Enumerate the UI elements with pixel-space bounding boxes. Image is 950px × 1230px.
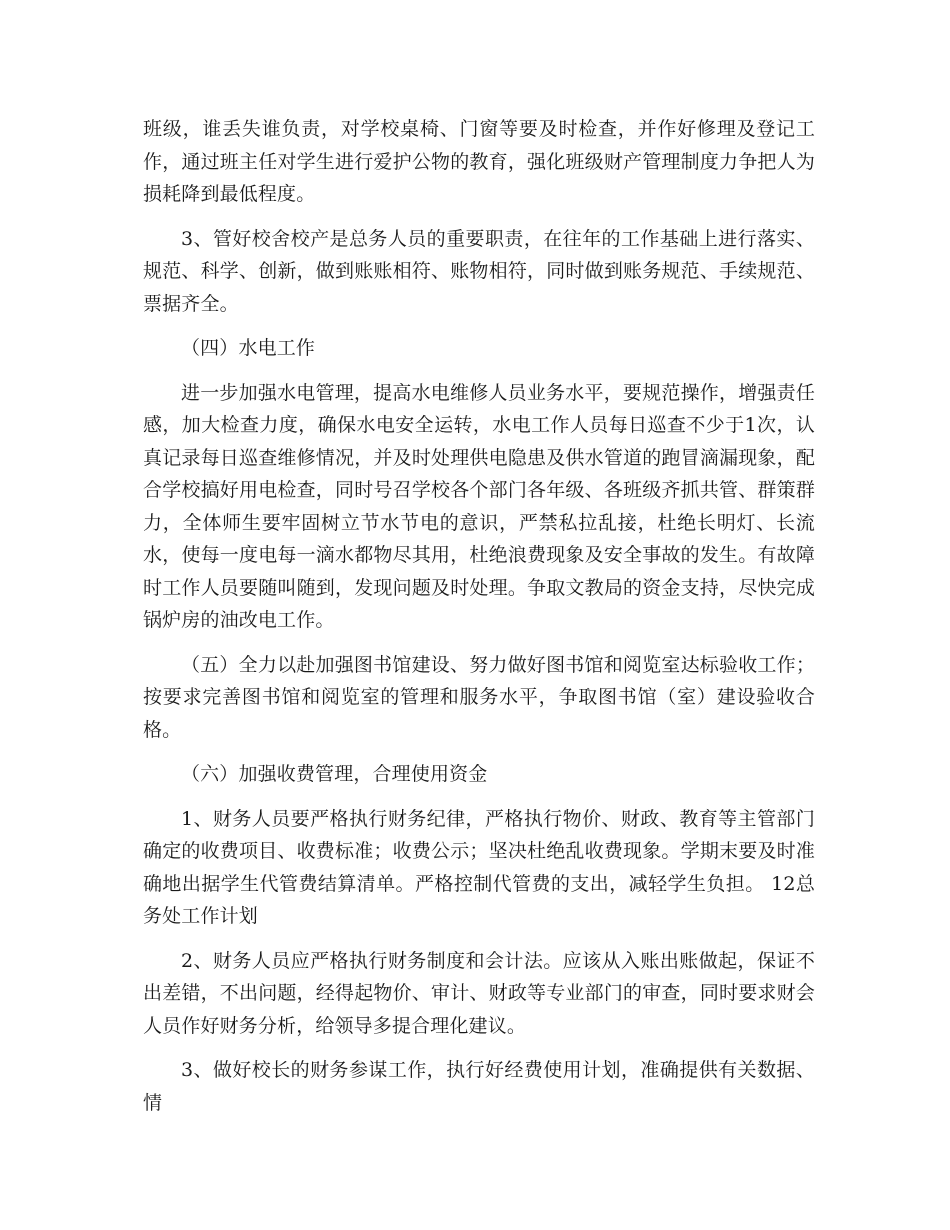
paragraph-finance-discipline: 1、财务人员要严格执行财务纪律，严格执行物价、财政、教育等主管部门确定的收费项目、收费标准；收费公示；坚决杜绝乱收费现象。学期末要及时准确地出据学生代管费结算清单。严格控制代管费的支出，减轻学生负担。 12总务处工作计划 bbox=[143, 807, 815, 927]
paragraph-finance-advisor: 3、做好校长的财务参谋工作，执行好经费使用计划，准确提供有关数据、情 bbox=[143, 1059, 815, 1114]
paragraph-water-electricity-work: 进一步加强水电管理，提高水电维修人员业务水平，要规范操作，增强责任感，加大检查力度，确保水电安全运转，水电工作人员每日巡查不少于1次，认真记录每日巡查维修情况，并及时处理供电隐患及供水管道的跑冒滴漏现象，配合学校搞好用电检查，同时号召学校各个部门各年级、各班级齐抓共管、群策群力，全体师生要牢固树立节水节电的意识，严禁私拉乱接，杜绝长明灯、长流水，使每一度电每一滴水都物尽其用，杜绝浪费现象及安全事故的发生。有故障时工作人员要随叫随到，发现问题及时处理。争取文教局的资金支持，尽快完成锅炉房的油改电工作。 bbox=[143, 381, 815, 631]
paragraph-school-property-management: 3、管好校舍校产是总务人员的重要职责，在往年的工作基础上进行落实、规范、科学、创新，做到账账相符、账物相符，同时做到账务规范、手续规范、票据齐全。 bbox=[143, 227, 815, 315]
paragraph-property-responsibility: 班级，谁丢失谁负责，对学校桌椅、门窗等要及时检查，并作好修理及登记工作，通过班主任对学生进行爱护公物的教育，强化班级财产管理制度力争把人为损耗降到最低程度。 bbox=[143, 118, 815, 205]
paragraph-library-construction: （五）全力以赴加强图书馆建设、努力做好图书馆和阅览室达标验收工作；按要求完善图书馆和阅览室的管理和服务水平，争取图书馆（室）建设验收合格。 bbox=[143, 653, 815, 741]
section-heading-water-electricity: （四）水电工作 bbox=[181, 337, 316, 359]
paragraph-finance-system: 2、财务人员应严格执行财务制度和会计法。应该从入账出账做起，保证不出差错，不出问题，经得起物价、审计、财政等专业部门的审查，同时要求财会人员作好财务分析，给领导多提合理化建议。 bbox=[143, 949, 815, 1037]
document-body bbox=[143, 113, 815, 1131]
section-heading-fee-management: （六）加强收费管理，合理使用资金 bbox=[181, 763, 488, 785]
